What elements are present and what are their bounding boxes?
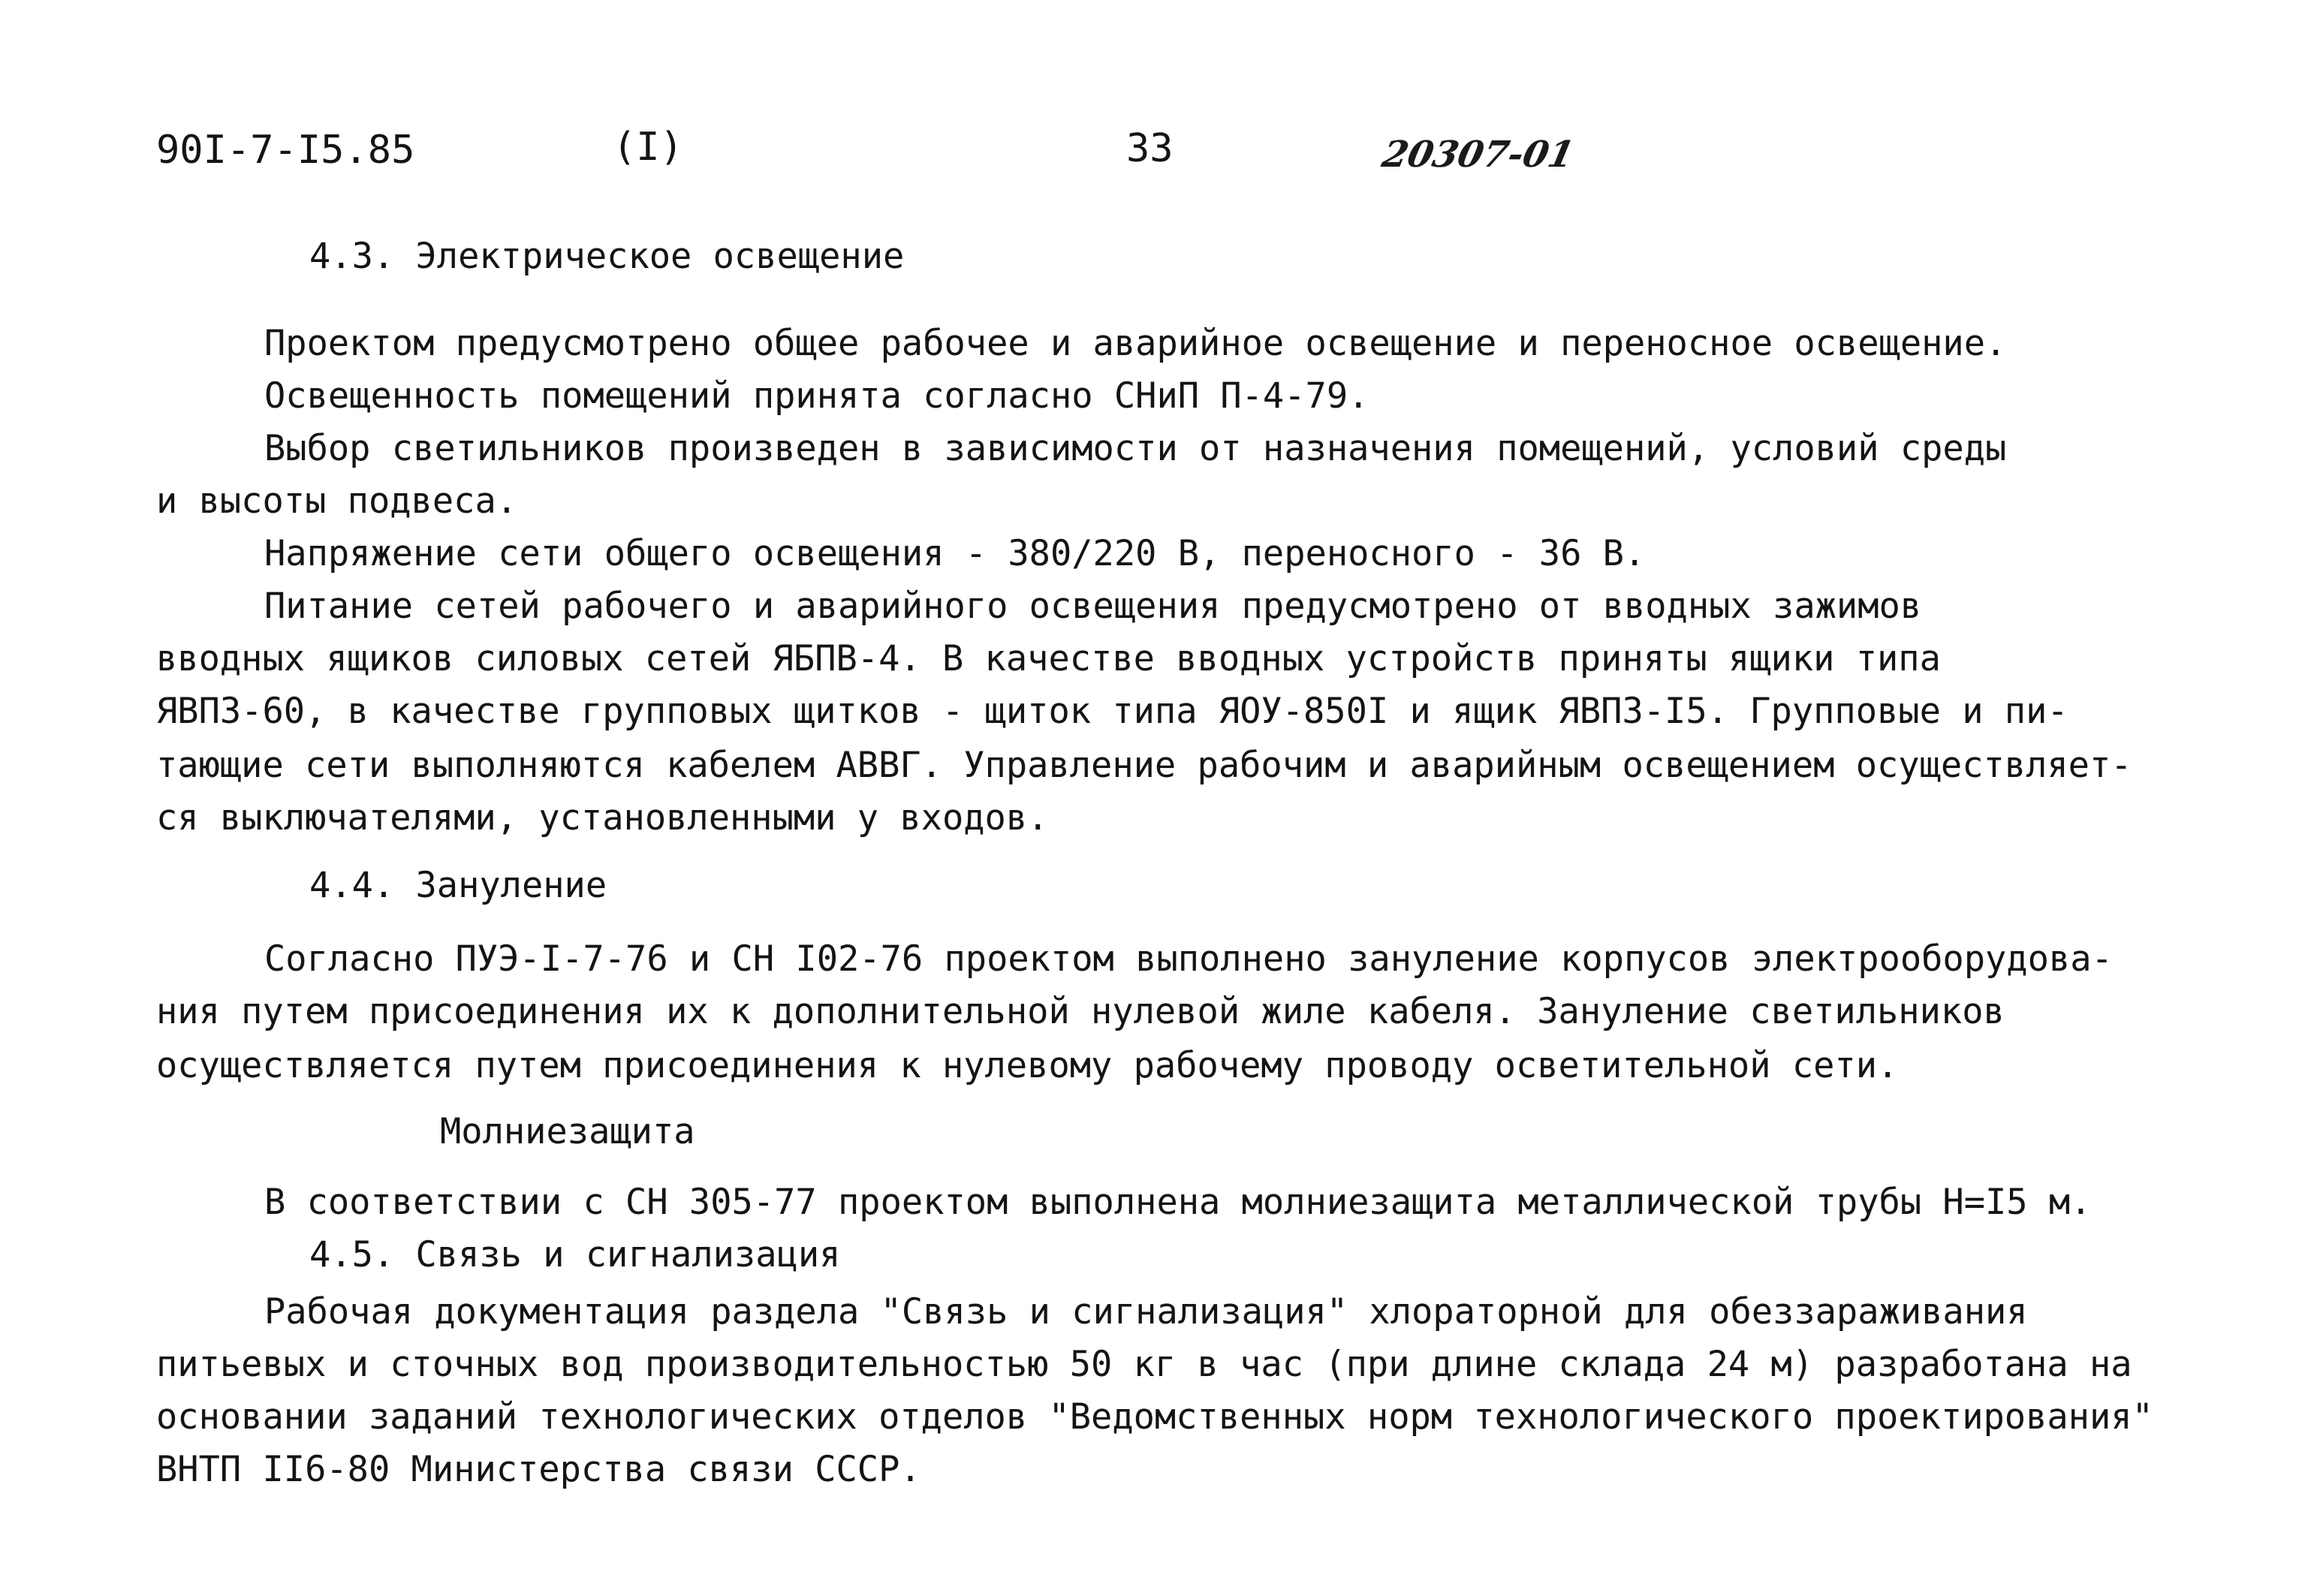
section-heading-4-5: 4.5. Связь и сигнализация bbox=[309, 1234, 841, 1275]
paragraph-line: основании заданий технологических отделов "Ведомственных норм технологического проектирования" bbox=[156, 1396, 2153, 1438]
paragraph-line: питьевых и сточных вод производительностью 50 кг в час (при длине склада 24 м) разработана на bbox=[156, 1344, 2132, 1385]
paragraph-line: Согласно ПУЭ-I-7-76 и СН I02-76 проектом выполнено зануление корпусов электрооборудова- bbox=[264, 938, 2113, 980]
page-number: 33 bbox=[1126, 126, 1174, 171]
paragraph-line: Рабочая документация раздела "Связь и сигнализация" хлораторной для обеззараживания bbox=[264, 1291, 2028, 1333]
section-heading-4-4: 4.4. Зануление bbox=[309, 865, 607, 906]
paragraph-line: вводных ящиков силовых сетей ЯБПВ-4. В качестве вводных устройств приняты ящики типа bbox=[156, 638, 1941, 679]
paragraph-line: осуществляется путем присоединения к нулевому рабочему проводу осветительной сети. bbox=[156, 1045, 1899, 1086]
paragraph-line: ВНТП II6-80 Министерства связи СССР. bbox=[156, 1449, 921, 1490]
paragraph-line: Питание сетей рабочего и аварийного освещения предусмотрено от вводных зажимов bbox=[264, 586, 1922, 627]
paragraph-line: Напряжение сети общего освещения - 380/220 В, переносного - 36 В. bbox=[264, 533, 1646, 574]
paragraph-line: ся выключателями, установленными у входов. bbox=[156, 797, 1049, 839]
paragraph-line: ЯВПЗ-60, в качестве групповых щитков - щиток типа ЯОУ-850I и ящик ЯВПЗ-I5. Групповые и пи- bbox=[156, 691, 2068, 732]
paragraph-line: и высоты подвеса. bbox=[156, 480, 518, 522]
paragraph-line: тающие сети выполняются кабелем АВВГ. Управление рабочим и аварийным освещением осуществляет- bbox=[156, 745, 2132, 786]
paragraph-line: Выбор светильников произведен в зависимости от назначения помещений, условий среды bbox=[264, 428, 2007, 469]
document-code: 90I-7-I5.85 bbox=[156, 128, 415, 173]
paragraph-line: ния путем присоединения их к дополнительной нулевой жиле кабеля. Зануление светильников bbox=[156, 991, 2005, 1032]
subsection-heading-lightning: Молниезащита bbox=[440, 1111, 695, 1152]
album-number: (I) bbox=[613, 125, 683, 170]
section-heading-4-3: 4.3. Электрическое освещение bbox=[309, 236, 905, 277]
inventory-stamp: 20307-01 bbox=[1378, 134, 1578, 176]
paragraph-line: В соответствии с СН 305-77 проектом выполнена молниезащита металлической трубы Н=I5 м. bbox=[264, 1182, 2092, 1223]
paragraph-line: Освещенность помещений принята согласно СНиП П-4-79. bbox=[264, 375, 1369, 417]
paragraph-line: Проектом предусмотрено общее рабочее и аварийное освещение и переносное освещение. bbox=[264, 323, 2007, 364]
